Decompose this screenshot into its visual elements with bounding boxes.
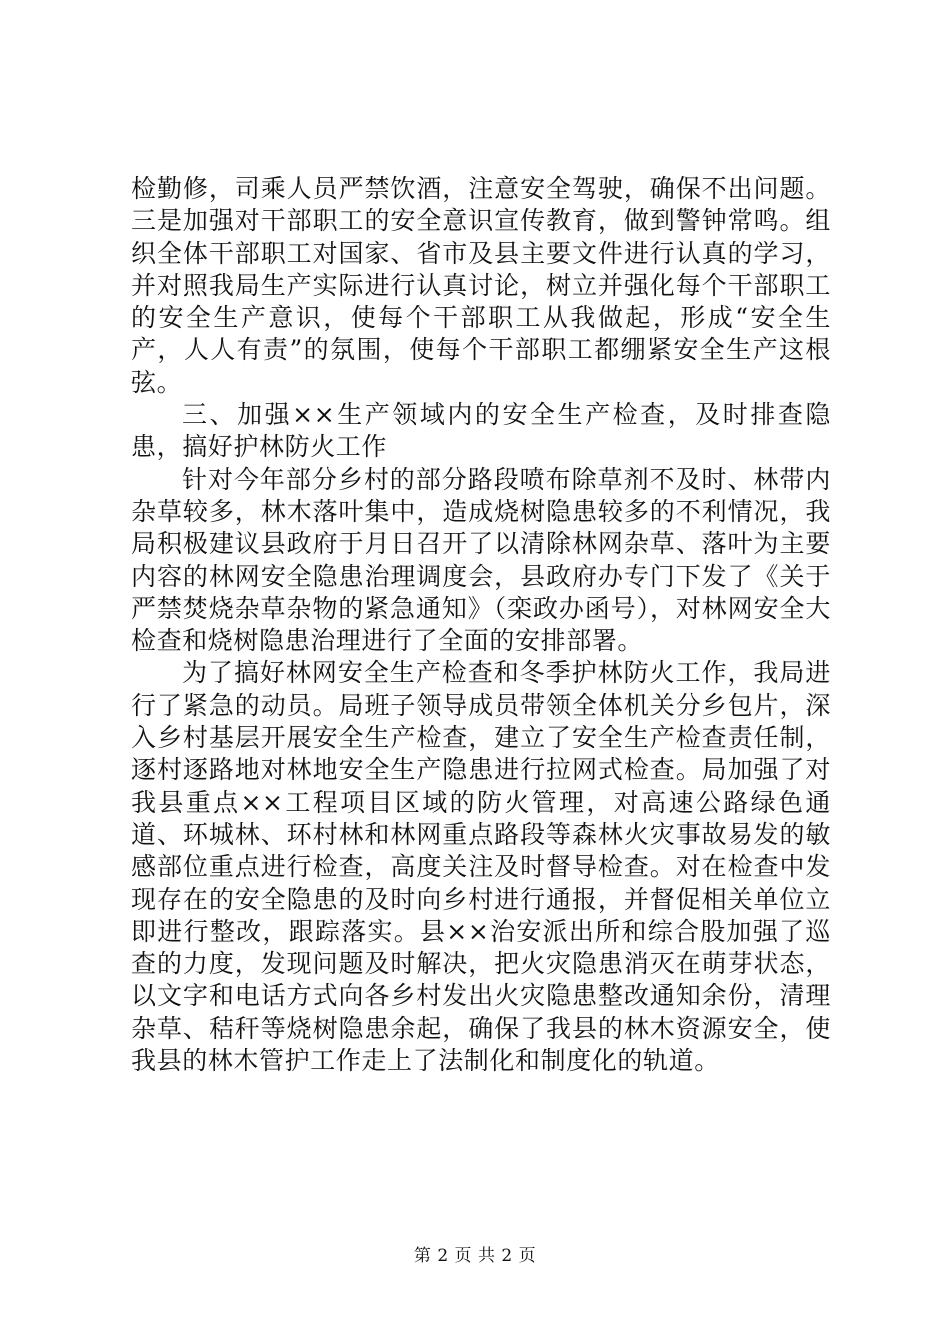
document-body [131, 173, 831, 1077]
section-heading-three: 三、加强××生产领域内的安全生产检查，及时排查隐患，搞好护林防火工作 [131, 400, 831, 462]
paragraph-weed-hazard: 针对今年部分乡村的部分路段喷布除草剂不及时、林带内杂草较多，林木落叶集中，造成烧树隐患较多的不利情况，我局积极建议县政府于月日召开了以清除林网杂草、落叶为主要内容的林网安全隐患治理调度会，县政府办专门下发了《关于严禁焚烧杂草杂物的紧急通知》（栾政办函号），对林网安全大检查和烧树隐患治理进行了全面的安排部署。 [131, 464, 831, 656]
paragraph-continuation: 检勤修，司乘人员严禁饮酒，注意安全驾驶，确保不出问题。三是加强对干部职工的安全意识宣传教育，做到警钟常鸣。组织全体干部职工对国家、省市及县主要文件进行认真的学习，并对照我局生产实际进行认真讨论，树立并强化每个干部职工的安全生产意识，使每个干部职工从我做起，形成“安全生产，人人有责”的氛围，使每个干部职工都绷紧安全生产这根弦。 [131, 174, 831, 397]
page-footer: 第 2 页 共 2 页 [413, 1246, 537, 1266]
paragraph-fire-prevention: 为了搞好林网安全生产检查和冬季护林防火工作，我局进行了紧急的动员。局班子领导成员带领全体机关分乡包片，深入乡村基层开展安全生产检查，建立了安全生产检查责任制，逐村逐路地对林地安全生产隐患进行拉网式检查。局加强了对我县重点××工程项目区域的防火管理，对高速公路绿色通道、环城林、环村林和林网重点路段等森林火灾事故易发的敏感部位重点进行检查，高度关注及时督导检查。对在检查中发现存在的安全隐患的及时向乡村进行通报，并督促相关单位立即进行整改，跟踪落实。县××治安派出所和综合股加强了巡查的力度，发现问题及时解决，把火灾隐患消灭在萌芽状态，以文字和电话方式向各乡村发出火灾隐患整改通知余份，清理杂草、秸秆等烧树隐患余起，确保了我县的林木资源安全，使我县的林木管护工作走上了法制化和制度化的轨道。 [131, 658, 831, 1076]
